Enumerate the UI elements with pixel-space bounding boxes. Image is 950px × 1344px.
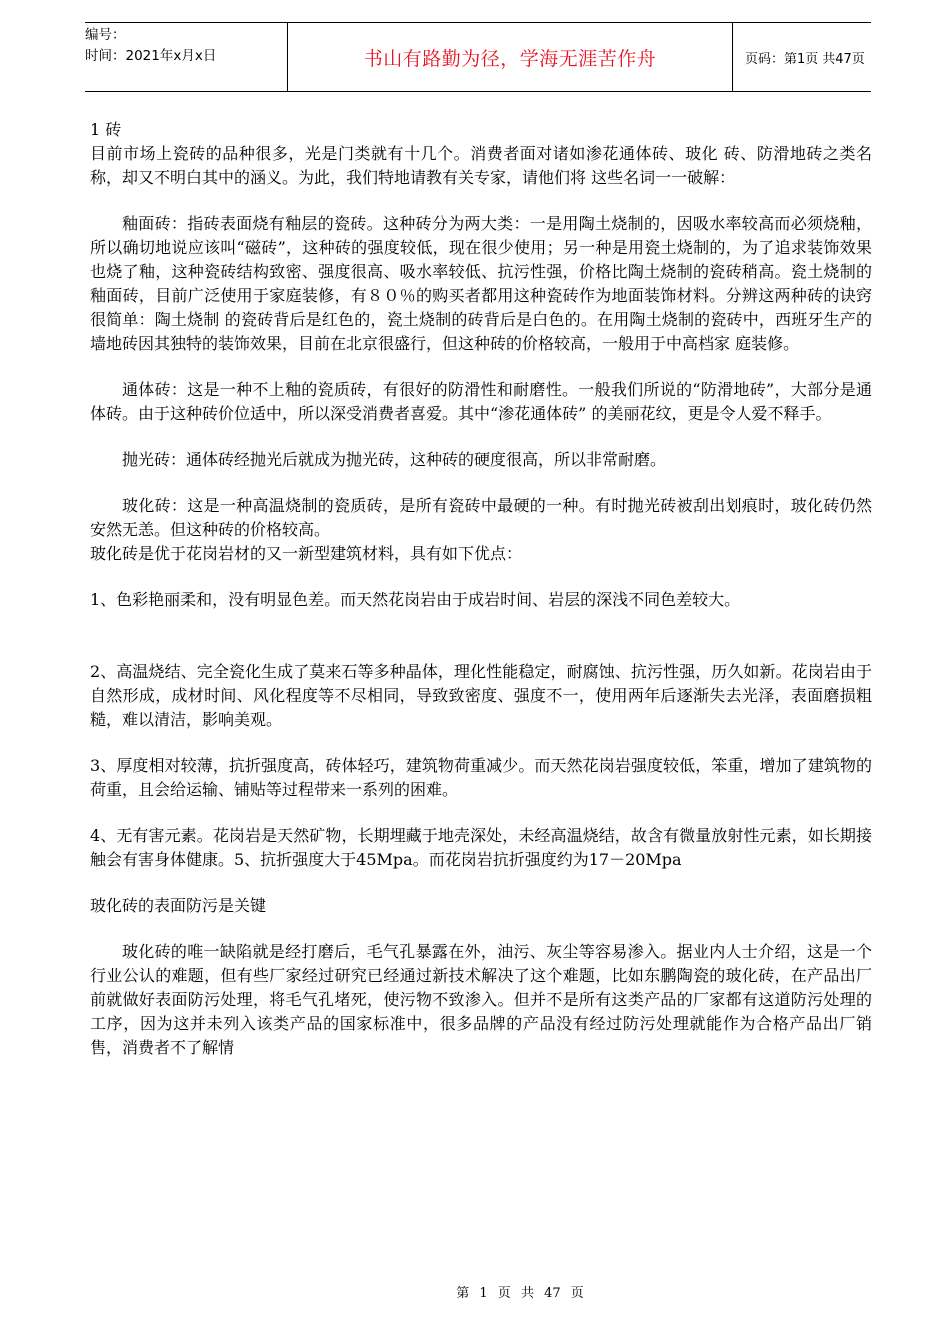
page-footer	[0, 1282, 950, 1301]
section-heading: 1 砖	[90, 120, 122, 139]
advantage-item-3: 3、厚度相对较薄，抗折强度高，砖体轻巧，建筑物荷重减少。而天然花岗岩强度较低，笨重，增加了建筑物的荷重，且会给运输、铺贴等过程带来一系列的困难。	[90, 756, 872, 799]
advantage-item-1: 1、色彩艳丽柔和，没有明显色差。而天然花岗岩由于成岩时间、岩层的深浅不同色差较大。	[90, 590, 741, 609]
page-header	[85, 22, 871, 92]
vitrified-tile-paragraph: 玻化砖：这是一种高温烧制的瓷质砖，是所有瓷砖中最硬的一种。有时抛光砖被刮出划痕时，玻化砖仍然安然无恙。但这种砖的价格较高。	[90, 496, 872, 539]
footer-total-pages: 47	[544, 1286, 561, 1301]
advantages-intro: 玻化砖是优于花岗岩材的又一新型建筑材料，具有如下优点：	[90, 544, 523, 563]
advantage-item-4: 4、无有害元素。花岗岩是天然矿物，长期埋藏于地壳深处，未经高温烧结，故含有微量放射性元素，如长期接触会有害身体健康。5、抗折强度大于45Mpa。而花岗岩抗折强度约为17－20Mpa	[90, 826, 872, 869]
full-body-tile-paragraph: 通体砖：这是一种不上釉的瓷质砖，有很好的防滑性和耐磨性。一般我们所说的“防滑地砖”，大部分是通体砖。由于这种砖价位适中，所以深受消费者喜爱。其中“渗花通体砖” 的美丽花纹，更是令人爱不释手。	[90, 380, 872, 423]
subsection-heading: 玻化砖的表面防污是关键	[90, 896, 267, 915]
glazed-tile-paragraph: 釉面砖：指砖表面烧有釉层的瓷砖。这种砖分为两大类：一是用陶土烧制的，因吸水率较高而必须烧釉，所以确切地说应该叫“磁砖”，这种砖的强度较低，现在很少使用；另一种是用瓷土烧制的，为了追求装饰效果也烧了釉，这种瓷砖结构致密、强度很高、吸水率较低、抗污性强，价格比陶土烧制的瓷砖稍高。瓷土烧制的釉面砖，目前广泛使用于家庭装修，有８０％的购买者都用这种瓷砖作为地面装饰材料。分辨这两种砖的诀窍很简单：陶土烧制 的瓷砖背后是红色的，瓷土烧制的砖背后是白色的。在用陶土烧制的瓷砖中，西班牙生产的 墙地砖因其独特的装饰效果，目前在北京很盛行，但这种砖的价格较高，一般用于中高档家 庭装修。	[90, 214, 872, 353]
footer-word-gong: 共	[520, 1286, 534, 1301]
header-page-info	[733, 23, 871, 91]
footer-word-ye-2: 页	[570, 1286, 584, 1301]
document-date: 时间：2021年x月x日	[85, 48, 217, 64]
advantage-item-2: 2、高温烧结、完全瓷化生成了莫来石等多种晶体，理化性能稳定，耐腐蚀、抗污性强，历久如新。花岗岩由于自然形成，成材时间、风化程度等不尽相同，导致致密度、强度不一，使用两年后逐渐失去光泽，表面磨损粗糙，难以清洁，影响美观。	[90, 662, 872, 729]
document-body	[90, 118, 872, 1060]
header-page-number: 页码：第1页	[745, 51, 819, 67]
header-total-pages: 共47页	[822, 51, 865, 67]
footer-word-ye: 页	[497, 1286, 511, 1301]
header-motto: 书山有路勤为径，学海无涯苦作舟	[287, 23, 733, 91]
footer-word-di: 第	[456, 1286, 470, 1301]
document-number: 编号：	[85, 27, 126, 43]
intro-paragraph: 目前市场上瓷砖的品种很多，光是门类就有十几个。消费者面对诸如渗花通体砖、玻化 砖、防滑地砖之类名称，却又不明白其中的涵义。为此，我们特地请教有关专家，请他们将 这些名词一一破解：	[90, 144, 872, 187]
header-meta	[85, 23, 287, 91]
footer-page-number: 1	[479, 1286, 488, 1301]
stain-protection-paragraph: 玻化砖的唯一缺陷就是经打磨后，毛气孔暴露在外，油污、灰尘等容易渗入。据业内人士介绍，这是一个行业公认的难题，但有些厂家经过研究已经通过新技术解决了这个难题，比如东鹏陶瓷的玻化砖，在产品出厂前就做好表面防污处理，将毛气孔堵死，使污物不致渗入。但并不是所有这类产品的厂家都有这道防污处理的工序，因为这并未列入该类产品的国家标准中，很多品牌的产品没有经过防污处理就能作为合格产品出厂销售，消费者不了解情	[90, 942, 872, 1057]
polished-tile-paragraph: 抛光砖：通体砖经抛光后就成为抛光砖，这种砖的硬度很高，所以非常耐磨。	[122, 450, 667, 469]
